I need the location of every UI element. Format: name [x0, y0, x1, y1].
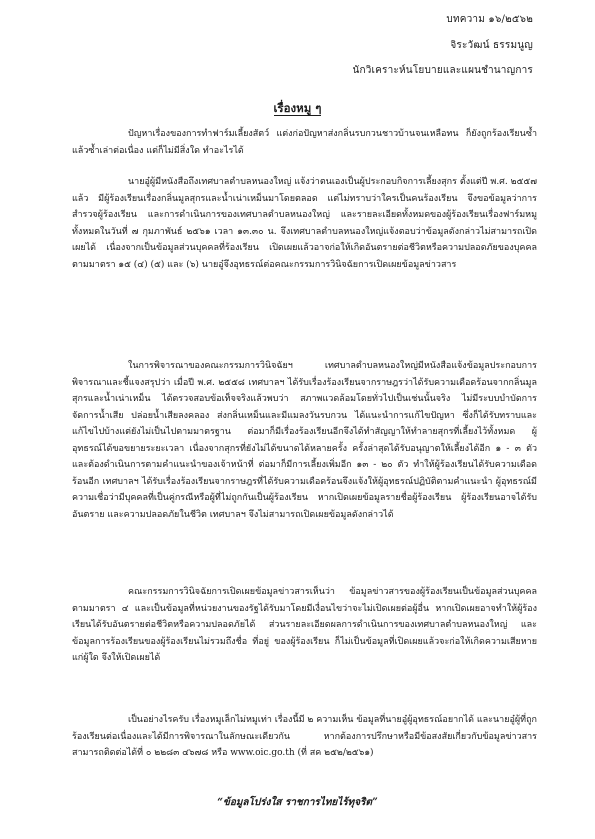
footer-slogan: “ข้อมูลโปร่งใส ราชการไทยไร้ทุจริต” [217, 797, 378, 808]
paragraph-text: เป็นอย่างไรครับ เรื่องหมูเล็กไม่หมูเท่า เรื่องนี้มี ๒ ความเห็น ข้อมูลที่นายอู๋ผู้อุทธรณ์อยากได้ และนายอู๋ผู้ที่ถูกร้องเรียนต่อเนื่องและได้มีการพิจารณาในลักษณะเดียวกัน หากต้องการปรึกษาหรือมีข้อสงสัยเกี่ยวกับข้อมูลข่าวสาร สามารถติดต่อได้ที่ ๐ ๒๒๘๓ ๔๖๗๘ หรือ www.oic.go.th (ที่ สค ๒๕๒/๒๕๖๑) [72, 715, 537, 758]
paragraph-4 [72, 584, 537, 667]
author-title: นักวิเคราะห์นโยบายและแผนชำนาญการ [352, 65, 533, 76]
paragraph-1 [72, 126, 537, 159]
page-title-text: เรื่องหมู ๆ [273, 101, 322, 115]
page-title [0, 100, 595, 118]
author-name: จิระวัฒน์ ธรรมนูญ [450, 40, 533, 51]
paragraph-5 [72, 712, 537, 762]
paragraph-text: นายอู๋ผู้มีหนังสือถึงเทศบาลตำบลหนองใหญ่ แจ้งว่าตนเองเป็นผู้ประกอบกิจการเลี้ยงสุกร ตั้งแต่ปี พ.ศ. ๒๕๕๗ แล้ว มีผู้ร้องเรียนเรื่องกลิ่นมูลสุกรและน้ำเน่าเหม็นมาโดยตลอด แต่ไม่ทราบว่าใครเป็นคนร้องเรียน จึงขอข้อมูลว่าการสำรวจผู้ร้องเรียน และการดำเนินการของเทศบาลตำบลหนองใหญ่ และรายละเอียดทั้งหมดของผู้ร้องเรียนเรื่องฟาร์มหมูทั้งหมดในวันที่ ๗ กุมภาพันธ์ ๒๕๖๑ เวลา ๑๓.๓๐ น. จึงเทศบาลตำบลหนองใหญ่แจ้งตอบว่าข้อมูลดังกล่าวไม่สามารถเปิดเผยได้ เนื่องจากเป็นข้อมูลส่วนบุคคลที่ร้องเรียน เปิดเผยแล้วอาจก่อให้เกิดอันตรายต่อชีวิตหรือความปลอดภัยของบุคคล ตามมาตรา ๑๕ (๔) (๕) และ (๖) นายอู๋จึงอุทธรณ์ต่อคณะกรรมการวินิจฉัยการเปิดเผยข้อมูลข่าวสาร [72, 177, 537, 270]
document-number: บทความ ๑๖/๒๕๖๒ [446, 14, 533, 25]
paragraph-text: ปัญหาเรื่องของการทำฟาร์มเลี้ยงสัตว์ แต่งก่อปัญหาส่งกลิ่นรบกวนชาวบ้านจนเหลือทน ก็ยังถูกร้องเรียนซ้ำแล้วซ้ำเล่าต่อเนื่อง แต่ก็ไม่มีสิ่งใด ทำอะไรได้ [72, 129, 537, 156]
paragraph-2 [72, 174, 537, 273]
paragraph-text: คณะกรรมการวินิจฉัยการเปิดเผยข้อมูลข่าวสารเห็นว่า ข้อมูลข่าวสารของผู้ร้องเรียนเป็นข้อมูลส่วนบุคคลตามมาตรา ๔ และเป็นข้อมูลที่หน่วยงานของรัฐได้รับมาโดยมีเงื่อนไขว่าจะไม่เปิดเผยต่อผู้อื่น หากเปิดเผยอาจทำให้ผู้ร้องเรียนได้รับอันตรายต่อชีวิตหรือความปลอดภัยได้ ส่วนรายละเอียดผลการดำเนินการของเทศบาลตำบลหนองใหญ่ และข้อมูลการร้องเรียนของผู้ร้องเรียนไม่รวมถึงชื่อ ที่อยู่ ของผู้ร้องเรียน ก็ไม่เป็นข้อมูลที่เปิดเผยแล้วจะก่อให้เกิดความเสียหายแก่ผู้ใด จึงให้เปิดเผยได้ [72, 587, 537, 663]
paragraph-3 [72, 358, 537, 523]
paragraph-text: ในการพิจารณาของคณะกรรมการวินิจฉัยฯ เทศบาลตำบลหนองใหญ่มีหนังสือแจ้งข้อมูลประกอบการพิจารณาและชี้แจงสรุปว่า เมื่อปี พ.ศ. ๒๕๕๘ เทศบาลฯ ได้รับเรื่องร้องเรียนจากราษฎรว่าได้รับความเดือดร้อนจากกลิ่นมูลสุกรและน้ำเน่าเหม็น ได้ตรวจสอบข้อเท็จจริงแล้วพบว่า สภาพแวดล้อมโดยทั่วไปเป็นเช่นนั้นจริง ไม่มีระบบบำบัดการจัดการน้ำเสีย ปล่อยน้ำเสียลงคลอง ส่งกลิ่นเหม็นและมีแมลงวันรบกวน ได้แนะนำการแก้ไขปัญหา ซึ่งก็ได้รับทราบและแก้ไขไปบ้างแต่ยังไม่เป็นไปตามมาตรฐาน ต่อมาก็มีเรื่องร้องเรียนอีกจึงได้ทำสัญญาให้ทำลายสุกรที่เลี้ยงไว้ทั้งหมด ผู้อุทธรณ์ได้ขอขยายระยะเวลา เนื่องจากสุกรที่ยังไม่ได้ขนาดได้หลายครั้ง ครั้งล่าสุดได้รับอนุญาตให้เลี้ยงได้อีก ๑ - ๓ ตัว และต้องดำเนินการตามคำแนะนำของเจ้าหน้าที่ ต่อมาก็มีการเลี้ยงเพิ่มอีก ๑๓ - ๒๐ ตัว ทำให้ผู้ร้องเรียนได้รับความเดือดร้อนอีก เทศบาลฯ ได้รับเรื่องร้องเรียนจากราษฎรที่ได้รับความเดือดร้อนจึงแจ้งให้ผู้อุทธรณ์ปฏิบัติตามคำแนะนำ ผู้อุทธรณ์มีความเชื่อว่ามีบุคคลที่เป็นคู่กรณีหรือผู้ที่ไม่ถูกกันเป็นผู้ร้องเรียน หากเปิดเผยข้อมูลรายชื่อผู้ร้องเรียน ผู้ร้องเรียนอาจได้รับอันตราย และความปลอดภัยในชีวิต เทศบาลฯ จึงไม่สามารถเปิดเผยข้อมูลดังกล่าวได้ [72, 361, 537, 520]
